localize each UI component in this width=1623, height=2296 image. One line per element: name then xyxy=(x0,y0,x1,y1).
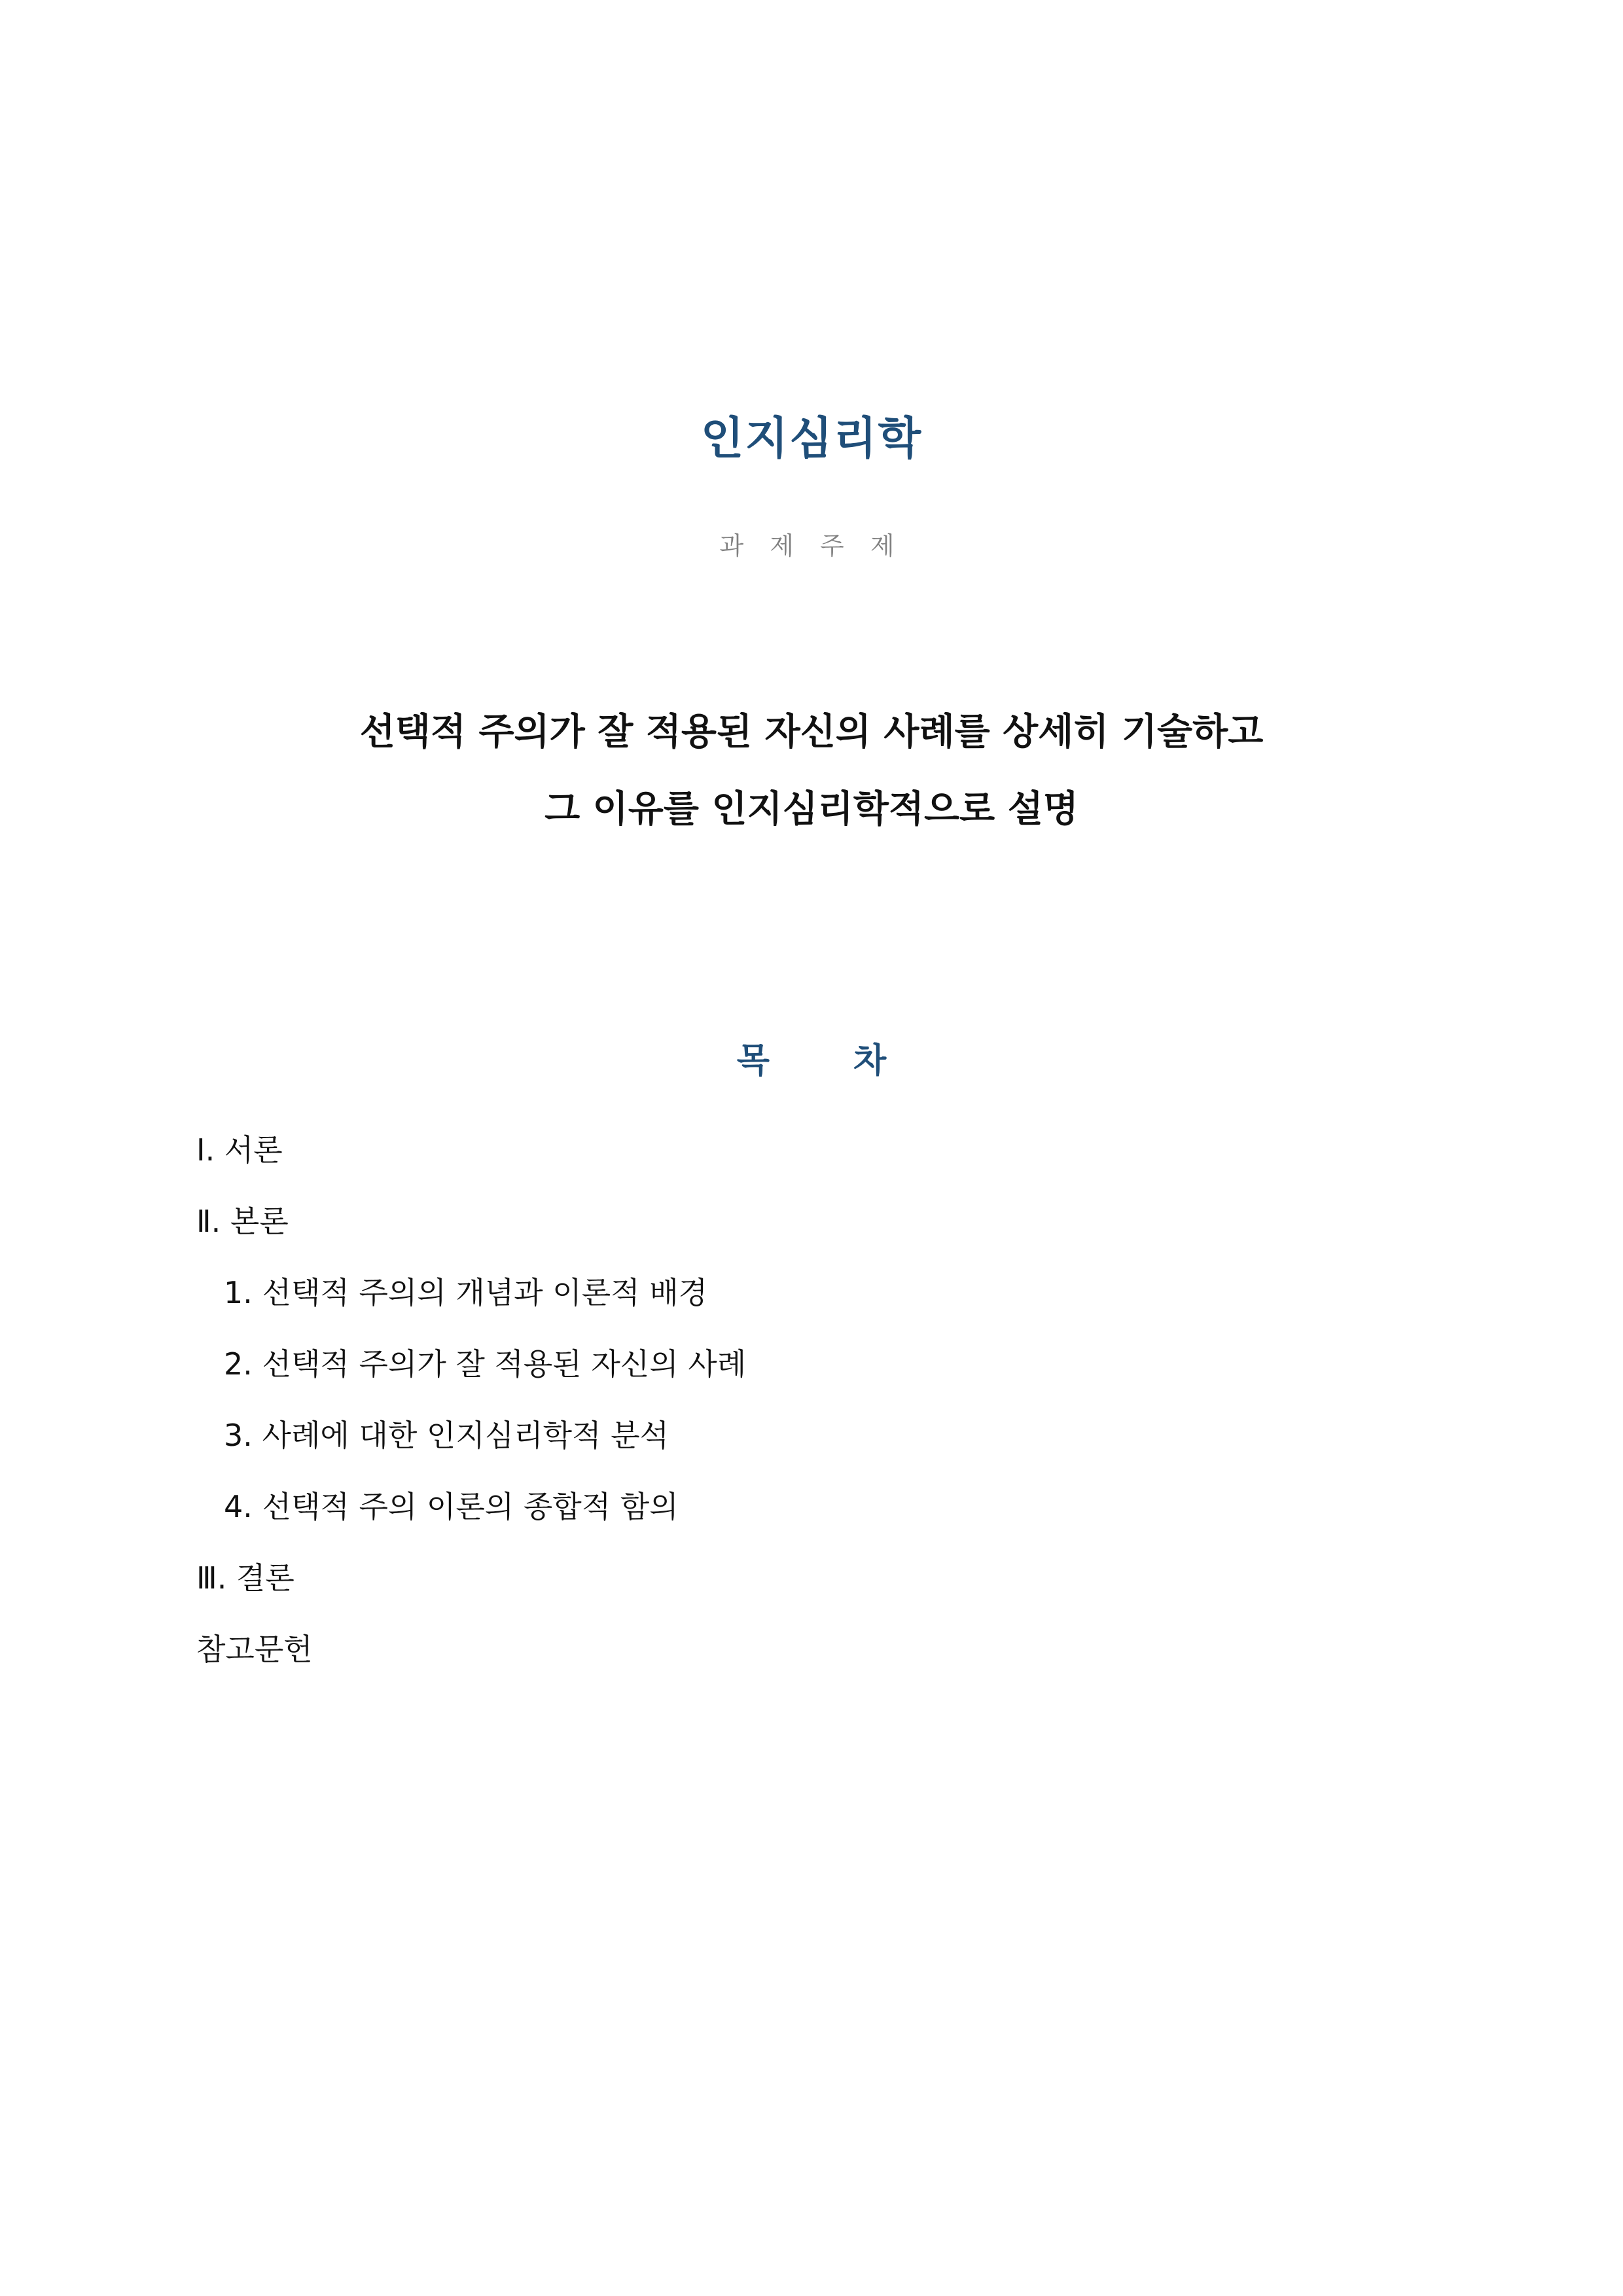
topic-line-2: 그 이유를 인지심리학적으로 설명 xyxy=(544,788,1079,831)
toc-item-conclusion: Ⅲ. 결론 xyxy=(196,1560,294,1596)
toc-heading: 목 차 xyxy=(736,1041,887,1081)
topic-line-1: 선택적 주의가 잘 적용된 자신의 사례를 상세히 기술하고 xyxy=(359,711,1264,753)
toc-item-body-3: 3. 사례에 대한 인지심리학적 분석 xyxy=(224,1418,669,1453)
toc-item-body-2: 2. 선택적 주의가 잘 적용된 자신의 사례 xyxy=(224,1346,747,1382)
table-of-contents xyxy=(196,1132,746,1703)
toc-item-references: 참고문헌 xyxy=(196,1632,313,1667)
toc-item-body: Ⅱ. 본론 xyxy=(196,1204,289,1239)
toc-item-body-1: 1. 선택적 주의의 개념과 이론적 배경 xyxy=(224,1275,708,1310)
toc-item-introduction: Ⅰ. 서론 xyxy=(196,1132,283,1168)
subject-label: 과 제 주 제 xyxy=(719,531,904,560)
toc-item-body-4: 4. 선택적 주의 이론의 종합적 함의 xyxy=(224,1489,679,1524)
course-title: 인지심리학 xyxy=(700,413,923,465)
